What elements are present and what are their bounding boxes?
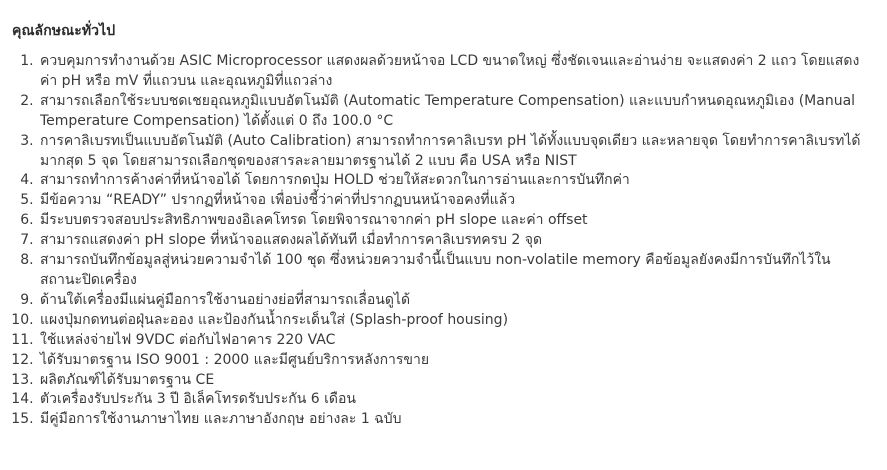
list-item: 15. มีคู่มือการใช้งานภาษาไทย และภาษาอังกฤษ อย่างละ 1 ฉบับ (38, 410, 871, 430)
list-item: 4. สามารถทำการค้างค่าที่หน้าจอได้ โดยการกดปุ่ม HOLD ช่วยให้สะดวกในการอ่านและการบันทึกค่า (38, 171, 871, 191)
list-item: 5. มีข้อความ “READY” ปรากฏที่หน้าจอ เพื่อบ่งชี้ว่าค่าที่ปรากฏบนหน้าจอคงที่แล้ว (38, 191, 871, 211)
list-item: 3. การคาลิเบรทเป็นแบบอัตโนมัติ (Auto Calibration) สามารถทำการคาลิเบรท pH ได้ทั้งแบบจุดเดียว และหลายจุด โดยทำการคาลิเบรทได้มากสุด 5 จุด โดยสามารถเลือกชุดของสารละลายมาตรฐานได้ 2 แบบ คือ USA หรือ NIST (38, 132, 871, 172)
list-item: 2. สามารถเลือกใช้ระบบชดเชยอุณหภูมิแบบอัตโนมัติ (Automatic Temperature Compensation) และแบบกำหนดอุณหภูมิเอง (Manual Temperature Compensation) ได้ตั้งแต่ 0 ถึง 100.0 °C (38, 92, 871, 132)
list-item: 9. ด้านใต้เครื่องมีแผ่นคู่มือการใช้งานอย่างย่อที่สามารถเลื่อนดูได้ (38, 291, 871, 311)
list-item: 11. ใช้แหล่งจ่ายไฟ 9VDC ต่อกับไฟอาคาร 220 VAC (38, 331, 871, 351)
list-item: 6. มีระบบตรวจสอบประสิทธิภาพของอิเลคโทรด โดยพิจารณาจากค่า pH slope และค่า offset (38, 211, 871, 231)
list-item: 10. แผงปุ่มกดทนต่อฝุ่นละออง และป้องกันน้ำกระเด็นใส่ (Splash-proof housing) (38, 311, 871, 331)
list-item: 7. สามารถแสดงค่า pH slope ที่หน้าจอแสดงผลได้ทันที เมื่อทำการคาลิเบรทครบ 2 จุด (38, 231, 871, 251)
feature-list (12, 52, 871, 430)
list-item: 8. สามารถบันทึกข้อมูลสู่หน่วยความจำได้ 100 ชุด ซึ่งหน่วยความจำนี้เป็นแบบ non-volatile memory คือข้อมูลยังคงมีการบันทึกไว้ในสถานะปิดเครื่อง (38, 251, 871, 291)
list-item: 1. ควบคุมการทำงานด้วย ASIC Microprocessor แสดงผลด้วยหน้าจอ LCD ขนาดใหญ่ ซึ่งชัดเจนและอ่านง่าย จะแสดงค่า 2 แถว โดยแสดงค่า pH หรือ mV ที่แถวบน และอุณหภูมิที่แถวล่าง (38, 52, 871, 92)
list-item: 12. ได้รับมาตรฐาน ISO 9001 : 2000 และมีศูนย์บริการหลังการขาย (38, 351, 871, 371)
list-item: 14. ตัวเครื่องรับประกัน 3 ปี อิเล็คโทรดรับประกัน 6 เดือน (38, 390, 871, 410)
list-item: 13. ผลิตภัณฑ์ได้รับมาตรฐาน CE (38, 371, 871, 391)
section-heading: คุณลักษณะทั่วไป (12, 23, 116, 39)
